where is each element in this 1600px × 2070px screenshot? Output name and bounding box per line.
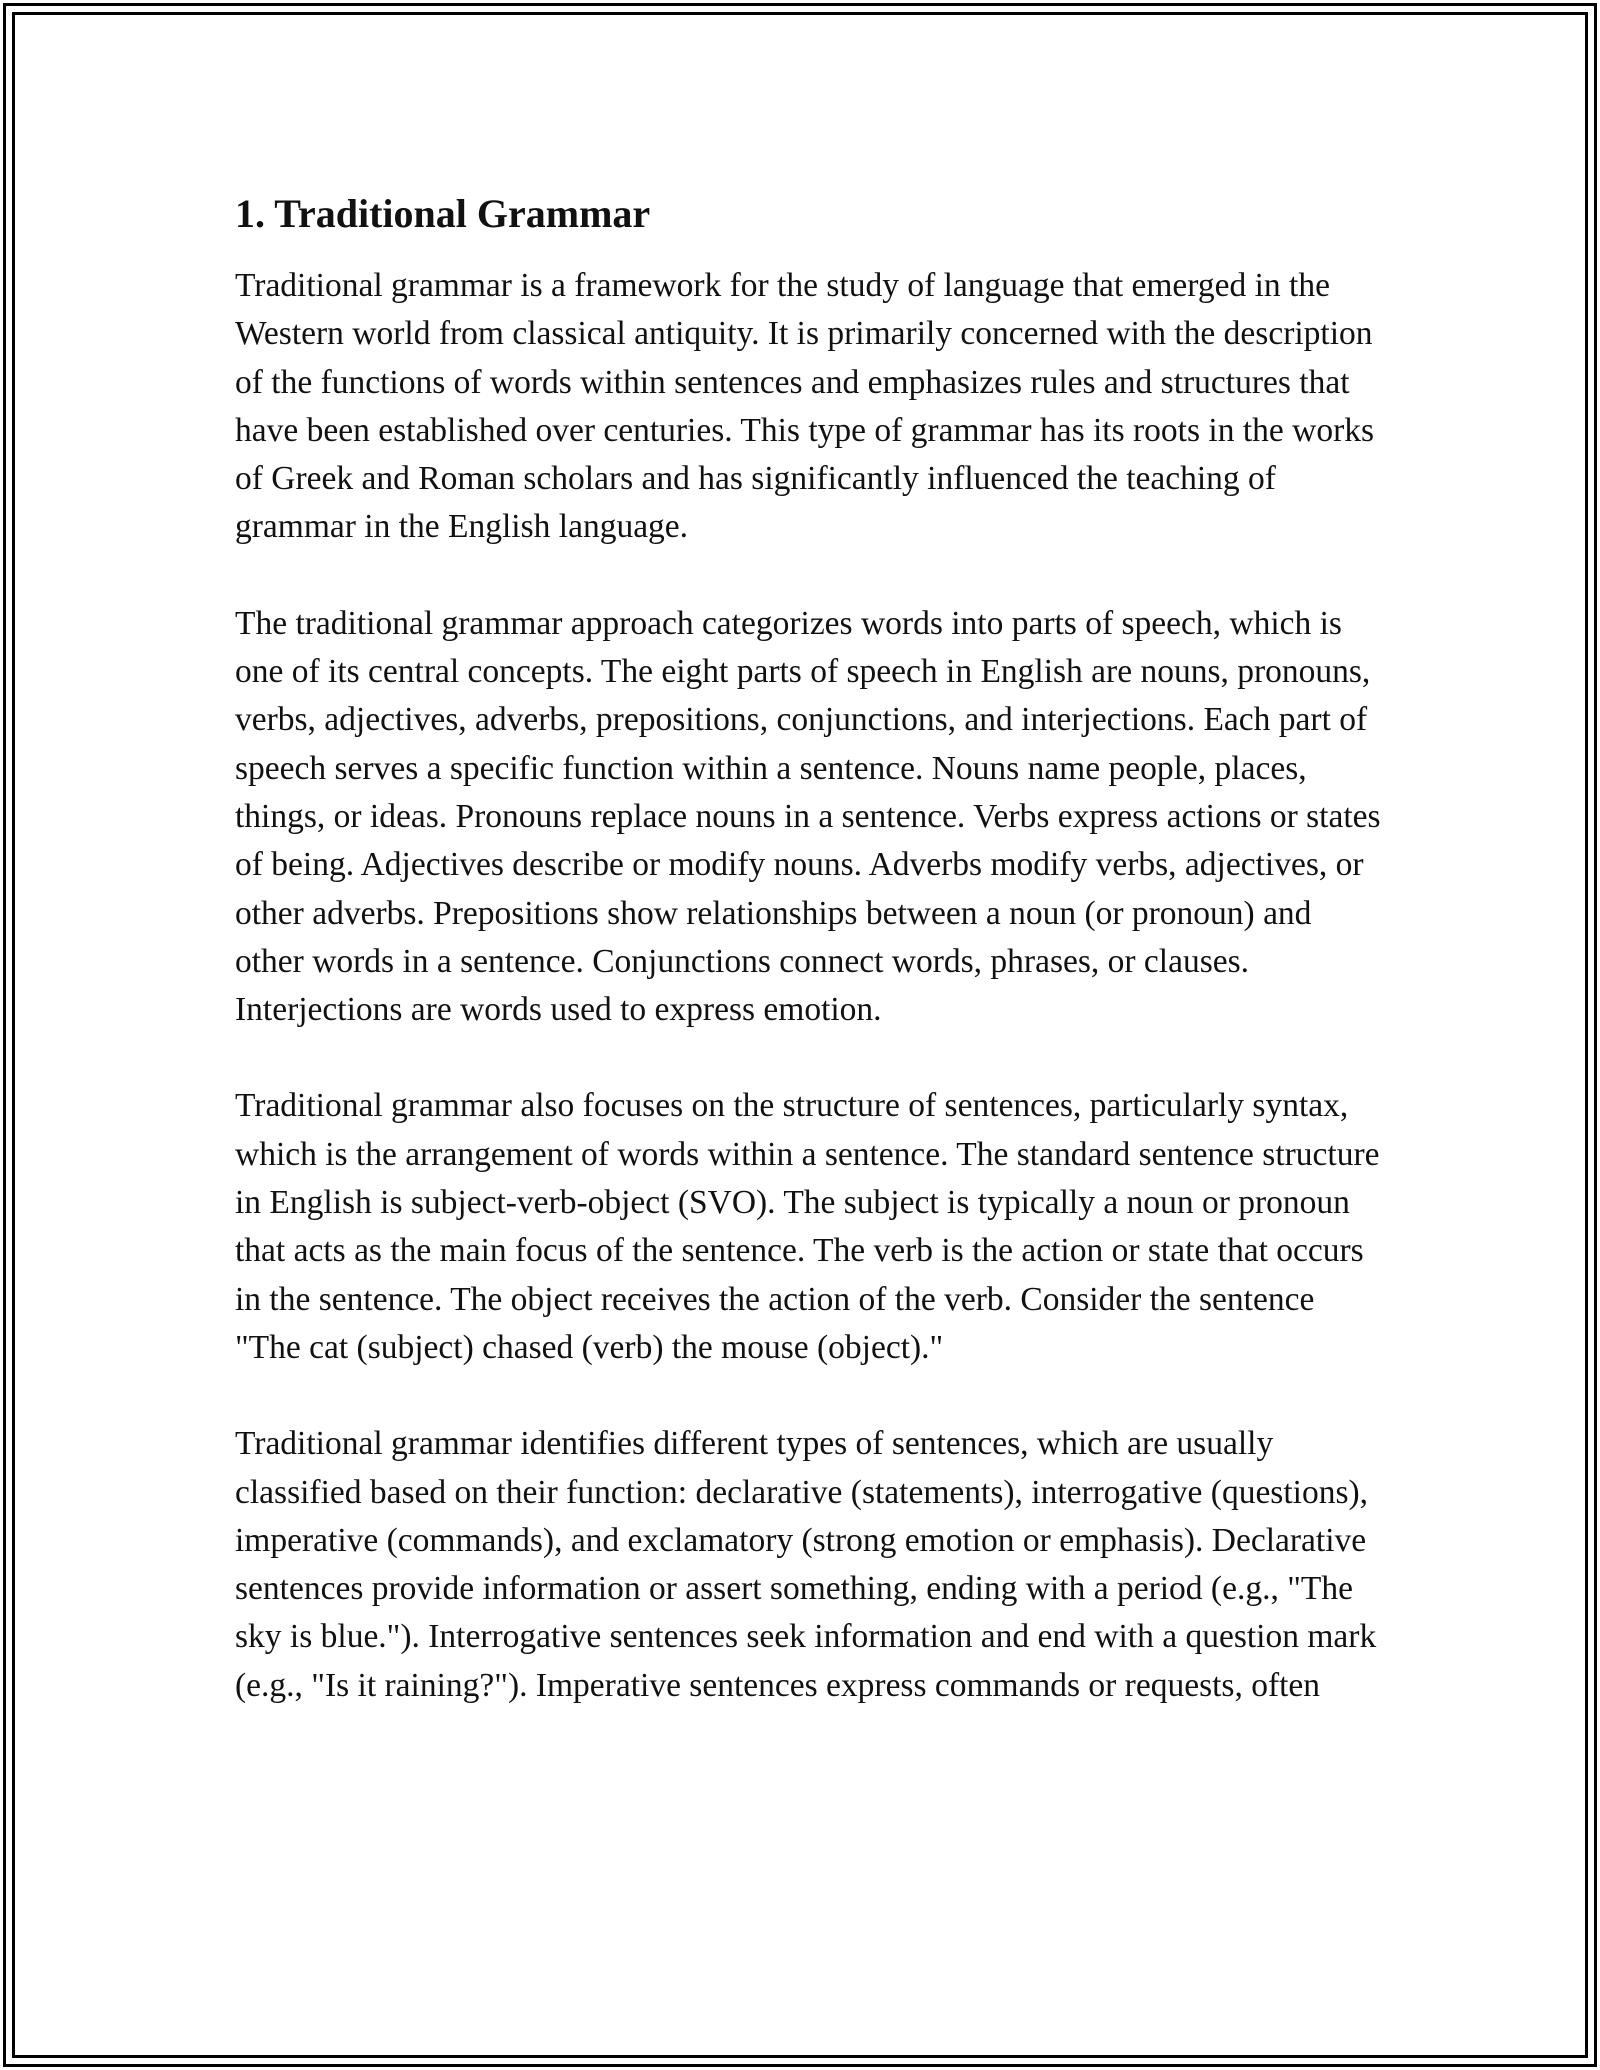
paragraph-sentence-types: Traditional grammar identifies different types of sentences, which are usually classified based on their function: declarative (statements), interrogative (questions), imperative (commands), and exclamatory (strong emotion or emphasis). Declarative sentences provide information or assert something, ending with a period (e.g., "The sky is blue."). Interrogative sentences seek information and end with a question mark (e.g., "Is it raining?"). Imperative sentences express commands or requests, often — [235, 1425, 1377, 1704]
section-heading: 1. Traditional Grammar — [235, 191, 651, 236]
document-body — [235, 188, 1385, 1758]
paragraph-syntax: Traditional grammar also focuses on the structure of sentences, particularly syntax, which is the arrangement of words within a sentence. The standard sentence structure in English is subject-verb-object (SVO). The subject is typically a noun or pronoun that acts as the main focus of the sentence. The verb is the action or state that occurs in the sentence. The object receives the action of the verb. Consider the sentence "The cat (subject) chased (verb) the mouse (object)." — [235, 1087, 1380, 1366]
paragraph-intro: Traditional grammar is a framework for the study of language that emerged in the Western world from classical antiquity. It is primarily concerned with the description of the functions of words within sentences and emphasizes rules and structures that have been established over centuries. This type of grammar has its roots in the works of Greek and Roman scholars and has significantly influenced the teaching of grammar in the English language. — [235, 267, 1375, 546]
paragraph-parts-of-speech: The traditional grammar approach categorizes words into parts of speech, which is one of its central concepts. The eight parts of speech in English are nouns, pronouns, verbs, adjectives, adverbs, prepositions, conjunctions, and interjections. Each part of speech serves a specific function within a sentence. Nouns name people, places, things, or ideas. Pronouns replace nouns in a sentence. Verbs express actions or states of being. Adjectives describe or modify nouns. Adverbs modify verbs, adjectives, or other adverbs. Prepositions show relationships between a noun (or pronoun) and other words in a sentence. Conjunctions connect words, phrases, or clauses. Interjections are words used to express emotion. — [235, 604, 1381, 1029]
